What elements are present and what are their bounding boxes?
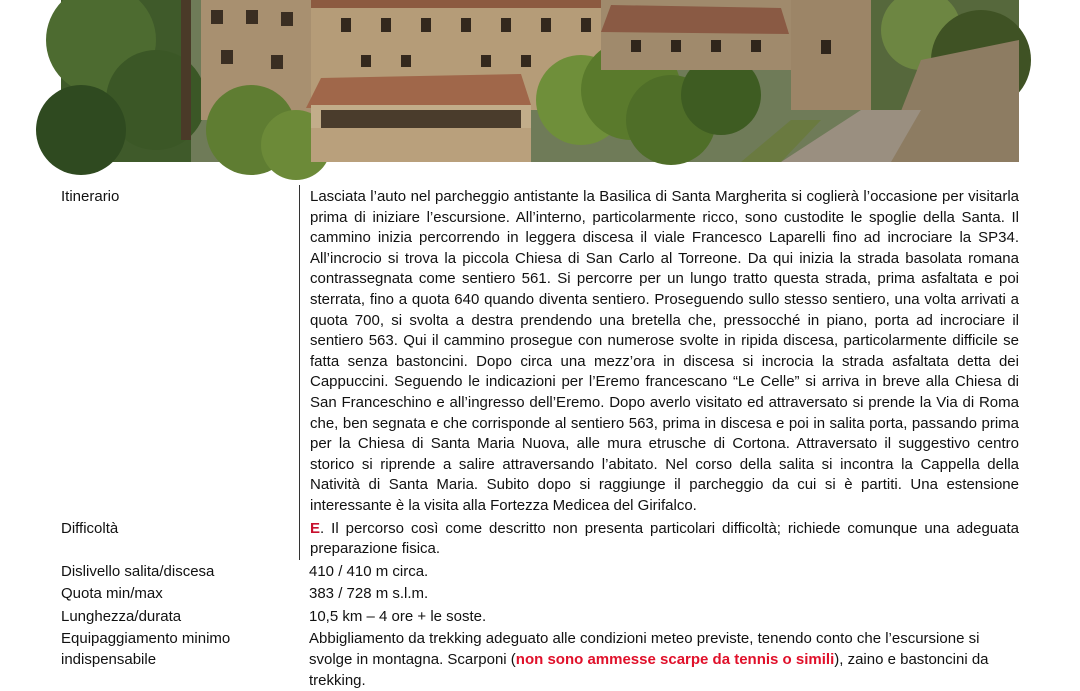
row-equipaggiamento xyxy=(61,627,1019,691)
monastery-photo xyxy=(61,0,1019,162)
difficulty-grade: E xyxy=(310,519,321,537)
row-quota xyxy=(61,582,1019,605)
lunghezza-label: Lunghezza/durata xyxy=(61,607,182,625)
equipaggiamento-label-line1: Equipaggiamento minimo xyxy=(61,630,231,648)
equipaggiamento-label xyxy=(61,627,299,691)
quota-label: Quota min/max xyxy=(61,585,163,603)
equipment-warning: non sono ammesse scarpe da tennis o simili xyxy=(515,651,835,669)
difficolta-value xyxy=(299,517,1019,560)
equipaggiamento-label-line2: indispensabile xyxy=(61,651,157,669)
row-difficolta xyxy=(61,517,1019,560)
equipaggiamento-value xyxy=(299,627,1019,691)
difficolta-label: Difficoltà xyxy=(61,519,119,537)
itinerario-label: Itinerario xyxy=(61,188,120,205)
row-dislivello xyxy=(61,560,1019,583)
equipaggiamento-text-before: Abbigliamento da trekking adeguato alle condizioni meteo previste, tenendo conto che l’escursione si svolge in montagna. Scarponi ( xyxy=(309,630,980,669)
dislivello-label: Dislivello salita/discesa xyxy=(61,562,215,580)
hike-info-table xyxy=(61,185,1019,691)
quota-value: 383 / 728 m s.l.m. xyxy=(309,585,429,603)
itinerario-text: Lasciata l’auto nel parcheggio antistante la Basilica di Santa Margherita si coglierà l’occasione per visitarla prima di iniziare l’escursione. All’interno, particolarmente ricco, sono custodite le spoglie della Santa. Il cammino inizia percorrendo in leggera discesa il viale Francesco Laparelli fino ad incrociare la SP34. All’incrocio si trova la piccola Chiesa di San Carlo al Torreone. Da qui inizia la strada basolata romana contrassegnata come sentiero 561. Si percorre per un lungo tratto questa strada, prima asfaltata e poi sterrata, fino a quota 640 quando diventa sentiero. Proseguendo sullo stesso sentiero, una volta arrivati a quota 700, si svolta a destra prendendo una bretella che, pressocché in piano, porta ad incrociare il sentiero 563. Qui il cammino prosegue con numerose svolte in ripida discesa, particolarmente difficile se fatta senza bastoncini. Dopo circa una mezz’ora in discesa si incrocia la strada asfaltata detta dei Cappuccini. Seguendo le indicazioni per l’Eremo francescano “Le Celle” si arriva in breve alla Chiesa di San Franceschino e all’ingresso dell’Eremo. Dopo averlo visitato ed attraversato si prende la Via di Roma che, ben segnata e che corrisponde al sentiero 563, prima in discesa e poi in salita porta, passando prima per la Chiesa di Santa Maria Nuova, alle mura etrusche di Cortona. Attraversato il suggestivo centro storico si riprende a salire attraversando l’abitato. Nel corso della salita si incontra la Cappella della Natività di Santa Maria. Subito dopo si raggiunge il parcheggio da cui si è partiti. Una estensione interessante è la visita alla Fortezza Medicea del Girifalco. xyxy=(299,185,1019,517)
equipaggiamento-text-after: ), zaino e bastoncini da trekking. xyxy=(309,651,989,689)
difficolta-text: . Il percorso così come descritto non presenta particolari difficoltà; richiede comunque una adeguata preparazione fisica. xyxy=(310,519,1019,558)
lunghezza-value: 10,5 km – 4 ore + le soste. xyxy=(309,607,487,625)
row-itinerario xyxy=(61,185,1019,517)
dislivello-value: 410 / 410 m circa. xyxy=(309,562,429,580)
row-lunghezza xyxy=(61,605,1019,628)
